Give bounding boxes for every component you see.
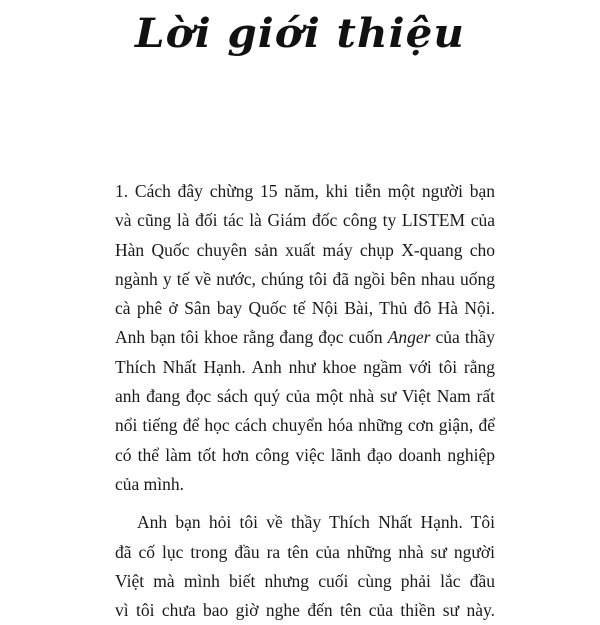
text-segment: Anh bạn tôi khoe rằng đang đọc cuốn — [115, 327, 388, 348]
paragraph-1 — [115, 177, 495, 499]
paragraph-gap — [115, 499, 495, 508]
text-line: 1. Cách đây chừng 15 năm, khi tiễn một người bạn — [115, 181, 495, 201]
text-line: có thể làm tốt hơn công việc lãnh đạo doanh nghiệp — [115, 444, 495, 465]
text-line: Việt mà mình biết nhưng cuối cùng phải lắc đầu — [115, 570, 495, 591]
text-line: anh đang đọc sách quý của một nhà sư Việt Nam rất — [115, 386, 495, 407]
book-title-italic: Anger — [387, 327, 431, 348]
text-line: đã cố lục trong đầu ra tên của những nhà sư người — [115, 541, 495, 562]
text-line: vì tôi chưa bao giờ nghe đến tên của thiền sư này. — [115, 600, 495, 621]
text-line — [115, 323, 495, 352]
text-line: cà phê ở Sân bay Quốc tế Nội Bài, Thủ đô Hà Nội. — [115, 298, 495, 319]
text-line: và cũng là đối tác là Giám đốc công ty LISTEM của — [115, 210, 495, 231]
text-line: Thích Nhất Hạnh. Anh như khoe ngầm với tôi rằng — [115, 356, 495, 377]
text-line: nổi tiếng để học cách chuyển hóa những cơn giận, để — [115, 415, 495, 436]
text-line: của mình. — [115, 473, 185, 494]
text-line: Hàn Quốc chuyên sản xuất máy chụp X-quang cho — [115, 239, 495, 260]
text-line: Anh bạn hỏi tôi về thầy Thích Nhất Hạnh. Tôi — [137, 512, 495, 533]
paragraph-2 — [115, 508, 495, 625]
page-title: Lời giới thiệu — [135, 10, 465, 57]
text-segment: của thầy — [430, 327, 495, 348]
body-text — [115, 177, 495, 625]
text-line: ngành y tế về nước, chúng tôi đã ngồi bên nhau uống — [115, 268, 495, 289]
